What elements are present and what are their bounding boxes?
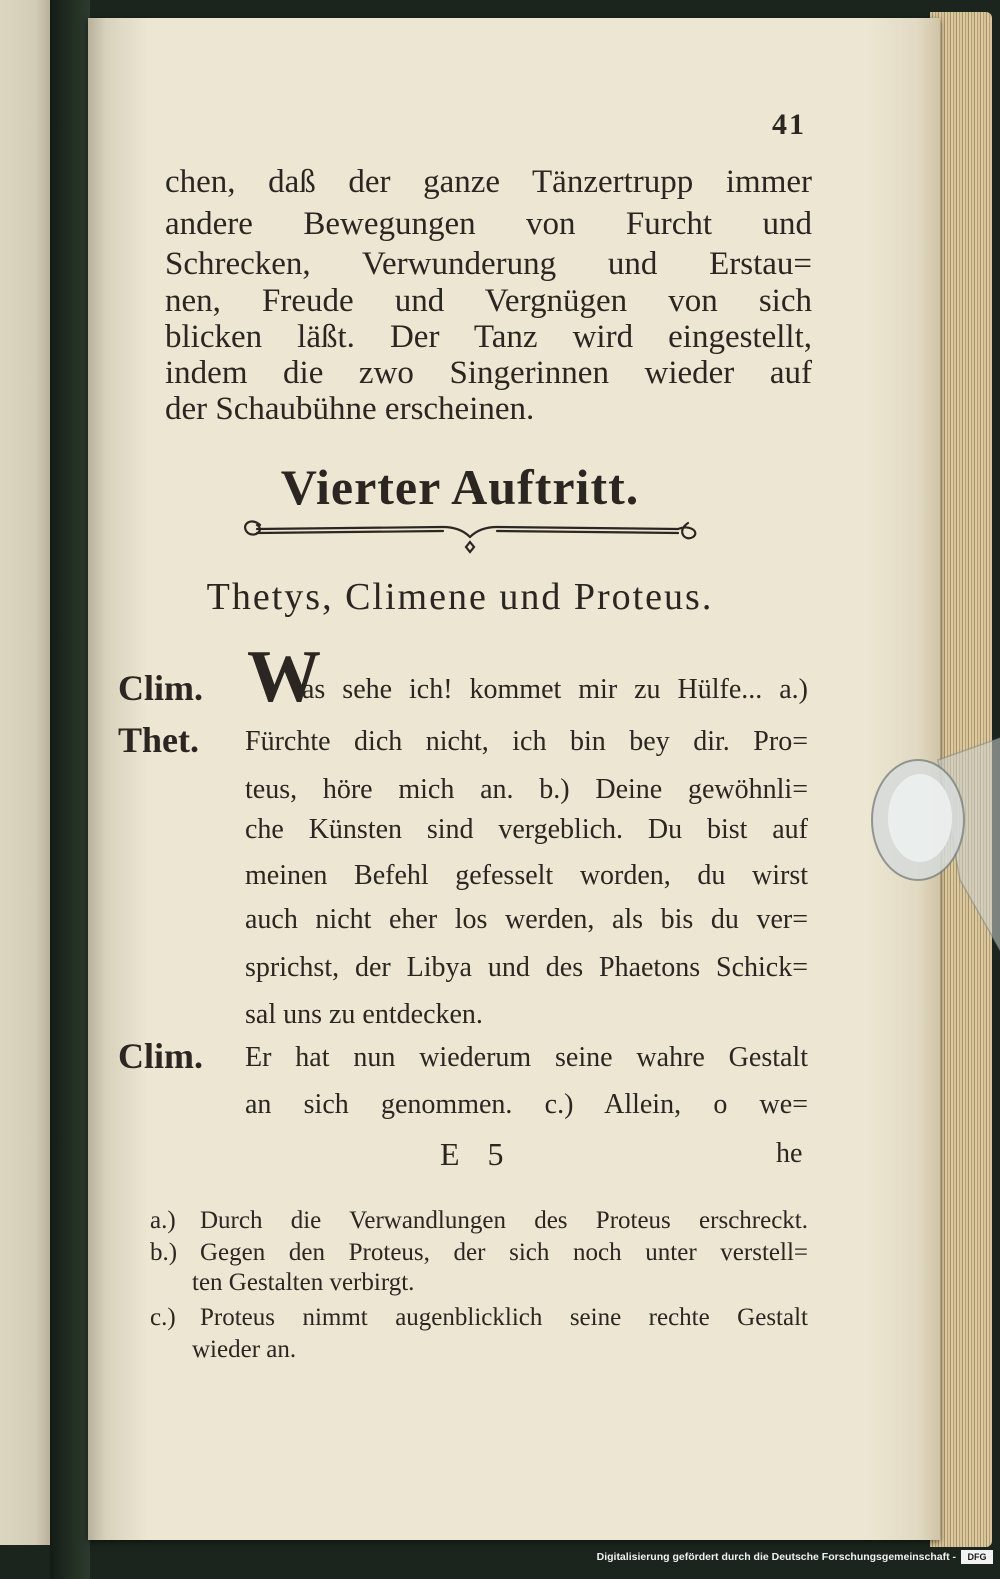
dialogue-line: as sehe ich! kommet mir zu Hülfe... a.) (302, 674, 808, 705)
cast-list: Thetys, Climene und Proteus. (206, 576, 714, 618)
paragraph-line: blicken läßt. Der Tanz wird eingestellt, (165, 319, 812, 355)
dialogue-line: sal uns zu entdecken. (245, 999, 483, 1030)
dialogue-line: an sich genommen. c.) Allein, o we= (245, 1089, 808, 1120)
paragraph-line: der Schaubühne erscheinen. (165, 391, 535, 427)
left-page-edge (0, 0, 50, 1545)
page-number: 41 (772, 108, 806, 141)
footnote-line: wieder an. (192, 1336, 297, 1363)
catchword: he (776, 1138, 803, 1169)
speaker-label: Thet. (118, 720, 199, 760)
paragraph-line: chen, daß der ganze Tänzertrupp immer (165, 164, 812, 200)
dialogue-line: che Künsten sind vergeblich. Du bist auf (245, 814, 808, 845)
paragraph-line: nen, Freude und Vergnügen von sich (165, 283, 812, 319)
speaker-label: Clim. (118, 668, 203, 708)
paragraph-line: andere Bewegungen von Furcht und (165, 206, 812, 242)
footnote-mark: a.) (150, 1207, 176, 1234)
dialogue-line: auch nicht eher los werden, als bis du ver= (245, 904, 808, 935)
book-gutter (50, 0, 90, 1579)
footnote-line: Gegen den Proteus, der sich noch unter verstell= (200, 1239, 808, 1266)
page-holder-clip (860, 720, 1000, 980)
dialogue-line: Fürchte dich nicht, ich bin bey dir. Pro= (245, 726, 808, 757)
footnote-line: ten Gestalten verbirgt. (192, 1269, 415, 1296)
dialogue-line: teus, höre mich an. b.) Deine gewöhnli= (245, 774, 808, 805)
ornament-divider (238, 506, 708, 556)
footnote-mark: b.) (150, 1239, 178, 1266)
paragraph-line: Schrecken, Verwunderung und Erstau= (165, 246, 812, 282)
digitization-credit: Digitalisierung gefördert durch die Deutsche Forschungsgemeinschaft - (596, 1551, 956, 1563)
drop-cap: W (247, 636, 321, 718)
signature-mark: E 5 (440, 1136, 514, 1172)
footnote-mark: c.) (150, 1304, 176, 1331)
footnote-line: Durch die Verwandlungen des Proteus erschreckt. (200, 1207, 808, 1234)
paragraph-line: indem die zwo Singerinnen wieder auf (165, 355, 812, 391)
footnote-line: Proteus nimmt augenblicklich seine rechte Gestalt (200, 1304, 808, 1331)
dfg-logo: DFG (961, 1550, 993, 1564)
speaker-label: Clim. (118, 1036, 203, 1076)
dialogue-line: Er hat nun wiederum seine wahre Gestalt (245, 1042, 808, 1073)
dialogue-line: sprichst, der Libya und des Phaetons Schick= (245, 952, 808, 983)
dialogue-line: meinen Befehl gefesselt worden, du wirst (245, 860, 808, 891)
scene-heading: Vierter Auftritt. (280, 459, 640, 515)
